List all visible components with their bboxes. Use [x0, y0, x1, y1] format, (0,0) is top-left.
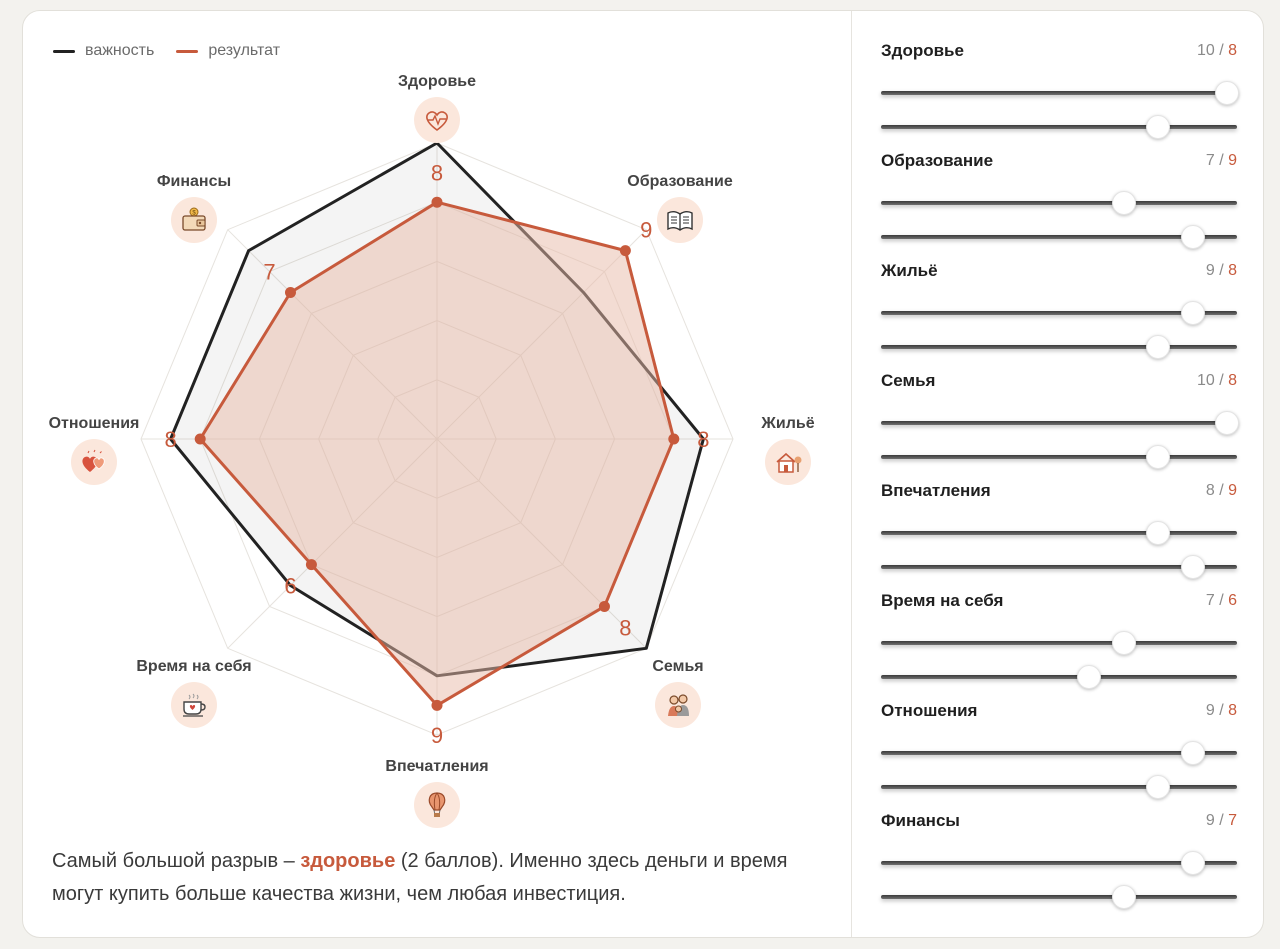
axis-label-group: [94, 658, 294, 728]
result-value: 8: [1228, 702, 1237, 719]
value-separator: /: [1214, 702, 1229, 719]
value-separator: /: [1214, 482, 1229, 499]
importance-slider-thumb[interactable]: [1112, 631, 1136, 655]
slider-name: Время на себя: [881, 591, 1004, 610]
slider-name: Семья: [881, 371, 936, 390]
slider-name: Впечатления: [881, 481, 991, 500]
slider-values: [1197, 42, 1237, 60]
result-value: 9: [1228, 152, 1237, 169]
value-separator: /: [1214, 372, 1229, 389]
axis-label-group: [578, 658, 778, 728]
importance-slider-track[interactable]: [881, 421, 1237, 425]
summary-after: (2 баллов). Именно здесь деньги и время могут купить больше качества жизни, чем любая инвестиция.: [52, 850, 788, 905]
result-slider-track[interactable]: [881, 235, 1237, 239]
axis-label: Отношения: [48, 415, 140, 432]
value-separator: /: [1214, 152, 1229, 169]
slider-group: [881, 41, 1237, 65]
result-slider-thumb[interactable]: [1181, 225, 1205, 249]
importance-slider-track[interactable]: [881, 91, 1237, 95]
result-slider-thumb[interactable]: [1146, 335, 1170, 359]
value-separator: /: [1214, 592, 1229, 609]
wallet-icon: [171, 197, 217, 243]
importance-slider-thumb[interactable]: [1181, 851, 1205, 875]
axis-label-group: [94, 173, 294, 243]
slider-values: [1206, 262, 1237, 280]
slider-values: [1206, 482, 1237, 500]
slider-header: [881, 481, 1237, 505]
value-separator: /: [1214, 812, 1229, 829]
data-label: 8: [164, 427, 177, 452]
slider-values: [1206, 702, 1237, 720]
slider-name: Здоровье: [881, 41, 964, 60]
result-slider-thumb[interactable]: [1146, 775, 1170, 799]
result-value: 8: [1228, 262, 1237, 279]
importance-slider-track[interactable]: [881, 311, 1237, 315]
result-slider-thumb[interactable]: [1077, 665, 1101, 689]
slider-header: [881, 811, 1237, 835]
importance-slider-thumb[interactable]: [1215, 81, 1239, 105]
result-slider-track[interactable]: [881, 895, 1237, 899]
importance-slider-track[interactable]: [881, 641, 1237, 645]
result-slider-thumb[interactable]: [1112, 885, 1136, 909]
slider-group: [881, 811, 1237, 835]
result-point: [620, 245, 631, 256]
summary-highlight: здоровье: [300, 850, 396, 872]
slider-group: [881, 481, 1237, 505]
slider-values: [1206, 812, 1237, 830]
result-value: 7: [1228, 812, 1237, 829]
result-slider-track[interactable]: [881, 455, 1237, 459]
legend-label-result: результат: [208, 42, 281, 59]
slider-group: [881, 701, 1237, 725]
slider-name: Жильё: [881, 261, 938, 280]
importance-slider-track[interactable]: [881, 531, 1237, 535]
result-slider-thumb[interactable]: [1181, 555, 1205, 579]
slider-name: Образование: [881, 151, 994, 170]
importance-value: 9: [1205, 262, 1215, 279]
result-slider-track[interactable]: [881, 565, 1237, 569]
importance-value: 7: [1205, 592, 1215, 609]
result-point: [195, 434, 206, 445]
coffee-cup-icon: [171, 682, 217, 728]
slider-group: [881, 371, 1237, 395]
slider-group: [881, 261, 1237, 285]
slider-name: Финансы: [881, 811, 960, 830]
slider-values: [1197, 372, 1237, 390]
importance-value: 9: [1205, 812, 1215, 829]
result-point: [432, 700, 443, 711]
legend-label-importance: важность: [85, 42, 155, 59]
importance-slider-thumb[interactable]: [1112, 191, 1136, 215]
result-point: [306, 559, 317, 570]
axis-label: Финансы: [156, 173, 232, 190]
slider-values: [1206, 152, 1237, 170]
slider-header: [881, 591, 1237, 615]
axis-label-group: [337, 73, 537, 143]
data-label: 9: [430, 723, 444, 748]
summary-before: Самый большой разрыв –: [52, 850, 301, 872]
data-label: 6: [284, 573, 297, 599]
data-label: 9: [640, 217, 653, 243]
slider-header: [881, 41, 1237, 65]
data-label: 8: [619, 615, 632, 641]
axis-label-group: [337, 758, 537, 828]
result-point: [432, 197, 443, 208]
data-label: 7: [263, 259, 276, 285]
hearts-icon: [71, 439, 117, 485]
result-point: [285, 287, 296, 298]
sliders-panel: [852, 11, 1264, 938]
result-slider-thumb[interactable]: [1146, 445, 1170, 469]
importance-value: 8: [1205, 482, 1215, 499]
summary-text: [52, 845, 812, 911]
slider-header: [881, 261, 1237, 285]
slider-header: [881, 151, 1237, 175]
result-slider-track[interactable]: [881, 675, 1237, 679]
importance-slider-track[interactable]: [881, 861, 1237, 865]
axis-label: Семья: [652, 658, 704, 675]
result-value: 8: [1228, 372, 1237, 389]
axis-label: Впечатления: [385, 758, 489, 775]
value-separator: /: [1214, 42, 1229, 59]
importance-slider-track[interactable]: [881, 201, 1237, 205]
svg-text:$: $: [192, 210, 196, 217]
importance-slider-track[interactable]: [881, 751, 1237, 755]
radar-card: [22, 10, 1264, 938]
book-icon: [657, 197, 703, 243]
axis-label-group: [580, 173, 780, 243]
result-point: [599, 601, 610, 612]
slider-name: Отношения: [881, 701, 978, 720]
family-icon: [655, 682, 701, 728]
result-value: 6: [1228, 592, 1237, 609]
importance-slider-thumb[interactable]: [1181, 301, 1205, 325]
axis-label: Жильё: [761, 415, 815, 432]
house-icon: [765, 439, 811, 485]
chart-panel: [23, 11, 851, 938]
importance-value: 7: [1205, 152, 1215, 169]
value-separator: /: [1214, 262, 1229, 279]
result-slider-thumb[interactable]: [1146, 115, 1170, 139]
importance-value: 10: [1196, 42, 1215, 59]
slider-header: [881, 701, 1237, 725]
importance-slider-thumb[interactable]: [1181, 741, 1205, 765]
balloon-icon: [414, 782, 460, 828]
axis-label: Время на себя: [136, 658, 252, 675]
axis-label-group: [22, 415, 194, 485]
importance-value: 9: [1205, 702, 1215, 719]
slider-values: [1206, 592, 1237, 610]
slider-header: [881, 371, 1237, 395]
result-slider-track[interactable]: [881, 345, 1237, 349]
slider-group: [881, 591, 1237, 615]
importance-slider-thumb[interactable]: [1146, 521, 1170, 545]
importance-slider-thumb[interactable]: [1215, 411, 1239, 435]
result-slider-track[interactable]: [881, 785, 1237, 789]
data-label: 8: [697, 427, 710, 452]
heart-pulse-icon: [414, 97, 460, 143]
result-slider-track[interactable]: [881, 125, 1237, 129]
data-label: 8: [430, 160, 444, 186]
axis-label: Образование: [627, 173, 733, 190]
result-value: 9: [1228, 482, 1237, 499]
result-point: [668, 434, 679, 445]
slider-group: [881, 151, 1237, 175]
axis-label: Здоровье: [397, 73, 477, 90]
result-value: 8: [1228, 42, 1237, 59]
importance-value: 10: [1196, 372, 1215, 389]
